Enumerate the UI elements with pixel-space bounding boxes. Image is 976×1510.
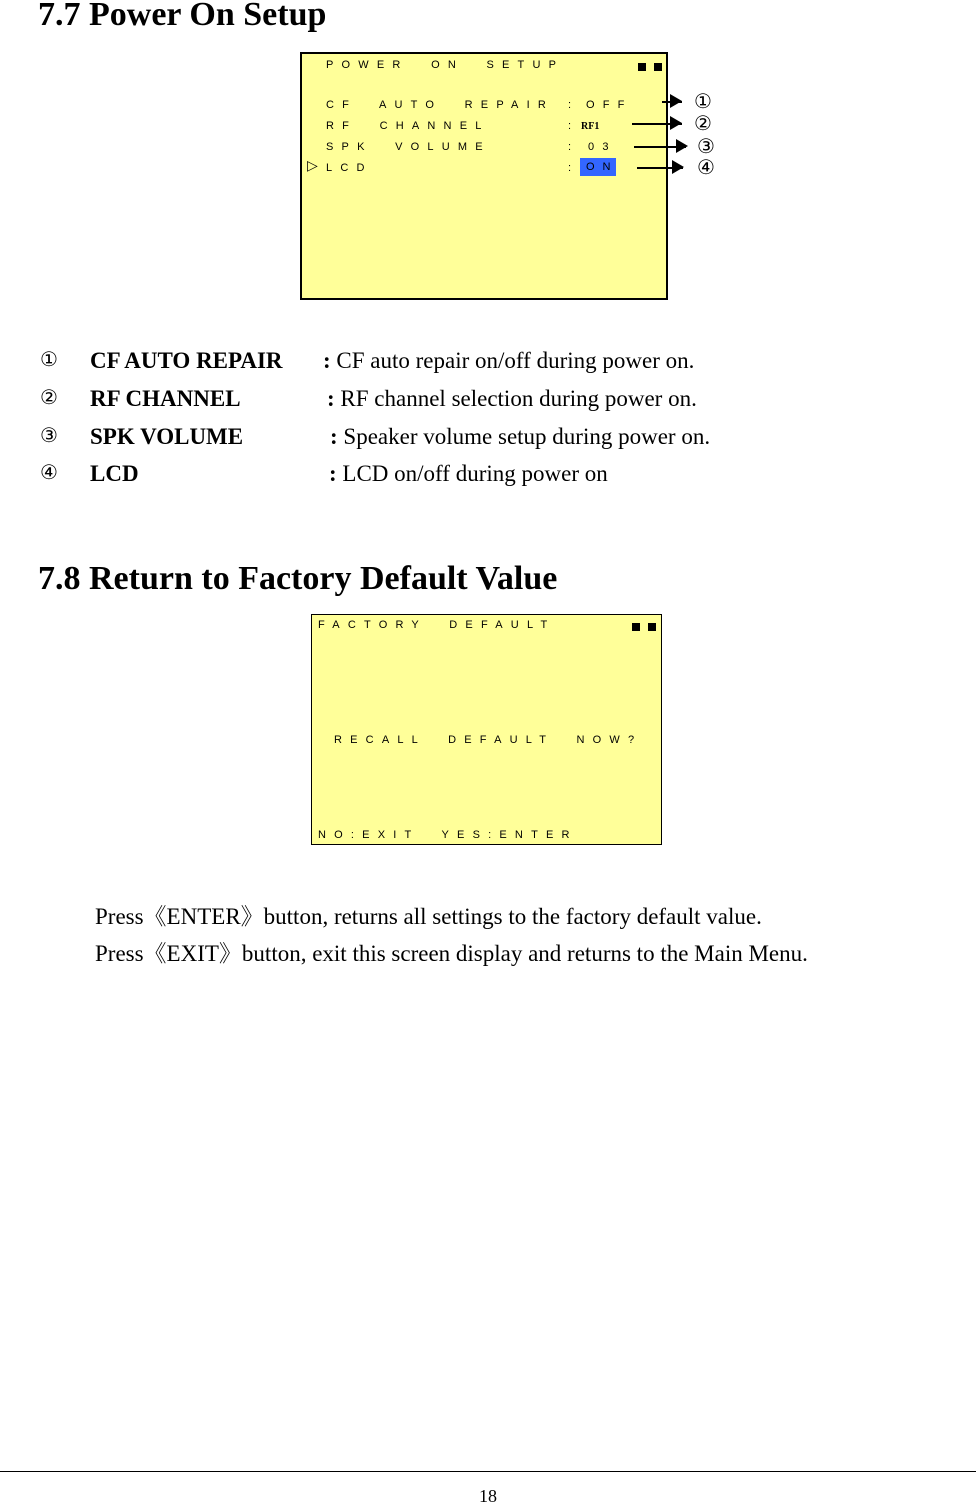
section-title-factory-default: 7.8 Return to Factory Default Value: [38, 560, 558, 597]
row-lcd-value-highlight: ON: [580, 158, 616, 176]
row-spk-volume-value: 03: [588, 141, 617, 153]
row-rf-channel-sep: :: [568, 120, 580, 132]
callout-number-4: ④: [697, 155, 715, 179]
row-spk-volume-label: SPK VOLUME: [326, 141, 491, 153]
legend-description: : CF auto repair on/off during power on.: [323, 348, 695, 373]
legend-number: ④: [40, 460, 58, 484]
callout-number-2: ②: [694, 111, 712, 135]
row-rf-channel-value: RF1: [581, 121, 600, 132]
status-square-icon: [648, 623, 656, 631]
callout-number-1: ①: [694, 89, 712, 113]
callout-arrow-3-icon: [676, 139, 688, 153]
legend-number: ②: [40, 385, 58, 409]
screen-header: POWER ON SETUP: [326, 59, 565, 71]
legend-description: : LCD on/off during power on: [329, 461, 608, 486]
legend-description: : RF channel selection during power on.: [327, 386, 697, 411]
footer-divider: [0, 1471, 976, 1472]
row-cf-auto-repair-value: OFF: [586, 99, 633, 111]
instruction-enter: Press《ENTER》button, returns all settings to the factory default value.: [95, 904, 762, 929]
legend-term: LCD: [90, 461, 139, 486]
screen-footer: NO:EXIT YES:ENTER: [318, 829, 578, 841]
power-on-setup-screen: [300, 52, 668, 300]
row-cf-auto-repair-label: CF AUTO REPAIR: [326, 99, 554, 111]
section-title-power-on-setup: 7.7 Power On Setup: [38, 0, 327, 33]
status-square-icon: [632, 623, 640, 631]
callout-arrow-4-icon: [672, 160, 684, 174]
factory-default-screen: [311, 614, 662, 845]
page-number: 18: [479, 1486, 497, 1506]
legend-number: ③: [40, 423, 58, 447]
callout-arrow-1-icon: [670, 94, 682, 108]
legend-number: ①: [40, 347, 58, 371]
row-rf-channel-label: RF CHANNEL: [326, 120, 490, 132]
status-square-icon: [654, 63, 662, 71]
recall-prompt: RECALL DEFAULT NOW?: [334, 734, 643, 746]
callout-number-3: ③: [697, 134, 715, 158]
instruction-exit: Press《EXIT》button, exit this screen display and returns to the Main Menu.: [95, 941, 808, 966]
callout-arrow-2-icon: [670, 116, 682, 130]
screen-header: FACTORY DEFAULT: [318, 619, 556, 631]
row-cf-auto-repair-sep: :: [568, 99, 580, 111]
status-square-icon: [638, 63, 646, 71]
legend-description: : Speaker volume setup during power on.: [330, 424, 711, 449]
legend-term: SPK VOLUME: [90, 424, 244, 449]
legend-term: RF CHANNEL: [90, 386, 241, 411]
legend-term: CF AUTO REPAIR: [90, 348, 283, 373]
row-spk-volume-sep: :: [568, 141, 580, 153]
cursor-arrow-icon: ▷: [307, 157, 318, 173]
row-lcd-label: LCD: [326, 162, 373, 174]
row-lcd-sep: :: [568, 162, 580, 174]
